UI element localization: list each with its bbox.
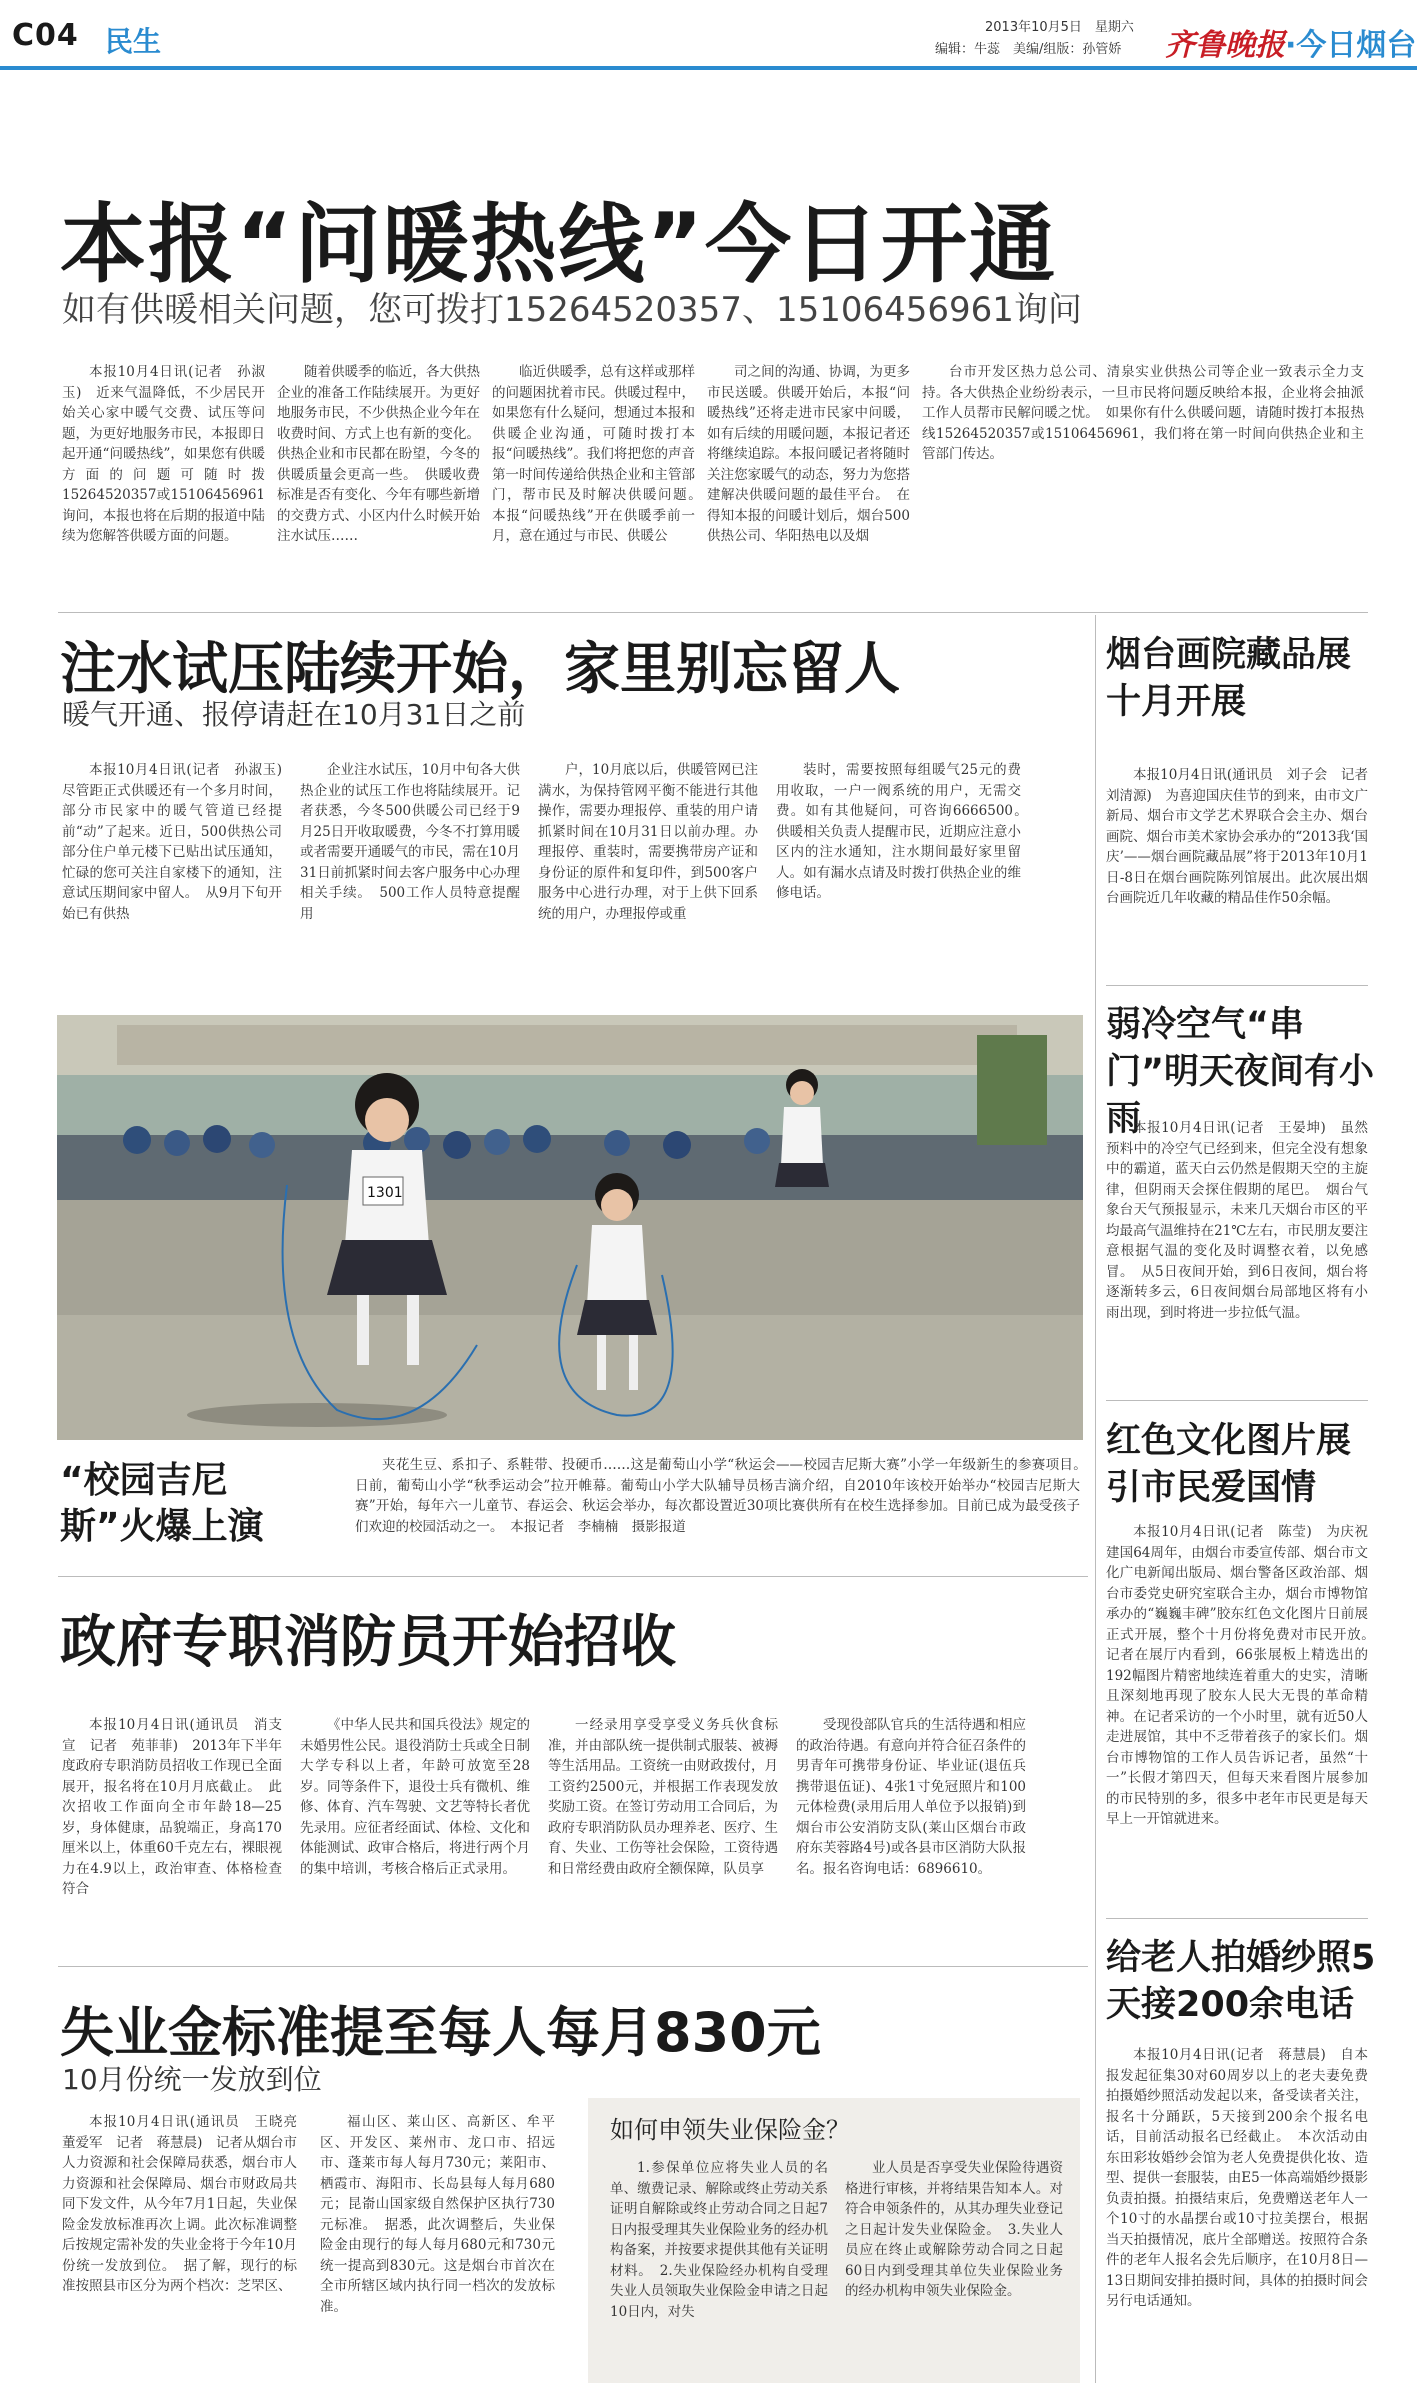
lead-column-4: 司之间的沟通、协调，为更多市民送暖。供暖开始后，本报“问暖热线”还将走进市民家中问暖，如有后续的用暖问题，本报记者还将继续追踪。本报问暖记者将随时关注您家暖气的动态，努力为您搭建解决供暖问题的最佳平台。 在得知本报的问暖计划后，烟台500供热公司、华阳热电以及烟 <box>707 364 910 544</box>
faq-box-column-2: 业人员是否享受失业保险待遇资格进行审核，并将结果告知本人。对符合申领条件的，从其办理失业登记之日起计发失业保险金。 3.失业人员应在终止或解除劳动合同之日起60日内到受理其单位失业保险业务的经办机构申领失业保险金。 <box>845 2160 1063 2299</box>
section-name: 民生 <box>105 25 162 58</box>
page-number: C04 <box>12 18 79 53</box>
sidebar-story-1-title: 烟台画院藏品展十月开展 <box>1106 635 1352 722</box>
divider <box>58 1576 1088 1577</box>
article3-column-4: 受现役部队官兵的生活待遇和相应的政治待遇。有意向并符合征召条件的男青年可携带身份证、毕业证(退伍兵携带退伍证)、4张1寸免冠照片和100元体检费(录用后用人单位予以报销)到烟台市公安消防支队(莱山区烟台市政府东芙蓉路4号)或各县市区消防大队报名。报名咨询电话：6896610。 <box>796 1717 1026 1877</box>
lead-column-1: 本报10月4日讯(记者 孙淑玉) 近来气温降低，不少居民开始关心家中暖气交费、试压等问题，为更好地服务市民，本报即日起开通“问暖热线”，如果您有供暖方面的问题可随时拨15264520357或15106456961询问，本报也将在后期的报道中陆续为您解答供暖方面的问题。 <box>62 364 265 544</box>
article3-column-2: 《中华人民共和国兵役法》规定的未婚男性公民。退役消防士兵或全日制大学专科以上者，年龄可放宽至28岁。同等条件下，退役士兵有微机、维修、体育、汽车驾驶、文艺等特长者优先录用。应征者经面试、体检、文化和体能测试、政审合格后，将进行两个月的集中培训，考核合格后正式录用。 <box>300 1717 530 1877</box>
faq-box-column-1: 1.参保单位应将失业人员的名单、缴费记录、解除或终止劳动关系证明自解除或终止劳动合同之日起7日内报受理其失业保险业务的经办机构备案，并按要求提供其他有关证明材料。 2.失业保险经办机构自受理失业人员领取失业保险金申请之日起10日内，对失 <box>610 2160 828 2320</box>
sidebar-story-2-body: 本报10月4日讯(记者 王晏坤) 虽然预料中的冷空气已经到来，但完全没有想象中的霸道，蓝天白云仍然是假期天空的主旋律，但阴雨天会探住假期的尾巴。 烟台气象台天气预报显示，未来几天烟台市区的平均最高气温维持在21℃左右，市民朋友要注意根据气温的变化及时调整衣着，以免感冒。 从5日夜间开始，到6日夜间，烟台将逐渐转多云，6日夜间烟台局部地区将有小雨出现，到时将进一步拉低气温。 <box>1106 1120 1368 1321</box>
photo-caption-title: “校园吉尼斯”火爆上演 <box>60 1460 264 1547</box>
photo-illustration <box>57 1015 1083 1440</box>
header-divider <box>0 66 1417 70</box>
lead-column-5: 台市开发区热力总公司、清泉实业供热公司等企业一致表示全力支持。各大供热企业纷纷表示，一旦市民将问题反映给本报，企业将会抽派工作人员帮市民解问暖之忧。 如果你有什么供暖问题，请随时拨打本报热线15264520357或15106456961，我们将在第一时间向供热企业和主管部门传达。 <box>922 364 1364 462</box>
masthead-brand <box>1165 20 1416 64</box>
lead-headline: 本报“问暖热线”今日开通 <box>60 195 1058 295</box>
lead-column-2: 随着供暖季的临近，各大供热企业的准备工作陆续展开。为更好地服务市民，不少供热企业今年在收费时间、方式上也有新的变化。供热企业和市民都在盼望，今冬的供暖质量会更高一些。 供暖收费标准是否有变化、今年有哪些新增的交费方式、小区内什么时候开始注水试压…… <box>277 364 480 544</box>
divider <box>1106 985 1368 986</box>
article3-headline: 政府专职消防员开始招收 <box>60 1610 676 1675</box>
divider <box>1106 1400 1368 1401</box>
article4-headline: 失业金标准提至每人每月830元 <box>60 2001 821 2064</box>
sidebar-story-1-body: 本报10月4日讯(通讯员 刘子会 记者 刘清源) 为喜迎国庆佳节的到来，由市文广新局、烟台市文学艺术界联合会主办、烟台画院、烟台市美术家协会承办的“2013我‘国庆’——烟台画院藏品展”将于2013年10月1日-8日在烟台画院陈列馆展出。此次展出烟台画院近几年收藏的精品佳作50余幅。 <box>1106 767 1382 906</box>
photo-caption: 夹花生豆、系扣子、系鞋带、投硬币……这是葡萄山小学“秋运会——校园吉尼斯大赛”小学一年级新生的参赛项目。 日前，葡萄山小学“秋季运动会”拉开帷幕。葡萄山小学大队辅导员杨吉滴介绍，自2010年该校开始举办“校园吉尼斯大赛”开始，每年六一儿童节、春运会、秋运会举办，每次都设置近30项比赛供所有在校生选择参加。目前已成为最受孩子们欢迎的校园活动之一。 本报记者 李楠楠 摄影报道 <box>355 1457 1094 1535</box>
article4-column-2: 福山区、莱山区、高新区、牟平区、开发区、莱州市、龙口市、招远市、蓬莱市每人每月730元；莱阳市、栖霞市、海阳市、长岛县每人每月680元；昆嵛山国家级自然保护区执行730元标准。 据悉，此次调整后，失业保险金由现行的每人每月680元和730元统一提高到830元。这是烟台市首次在全市所辖区域内执行同一档次的发放标准。 <box>320 2114 555 2315</box>
article2-column-1: 本报10月4日讯(记者 孙淑玉) 尽管距正式供暖还有一个多月时间，部分市民家中的暖气管道已经提前“动”了起来。近日，500供热公司部分住户单元楼下已贴出试压通知，忙碌的您可关注自家楼下的通知，注意试压期间家中留人。 从9月下旬开始已有供热 <box>62 762 296 922</box>
sidebar-story-2-title: 弱冷空气“串门”明天夜间有小雨 <box>1106 1005 1375 1139</box>
sidebar-divider <box>1095 615 1096 2383</box>
article2-column-4: 装时，需要按照每组暖气25元的费用收取，一户一阀系统的用户，无需交费。如有其他疑问，可咨询6666500。 供暖相关负责人提醒市民，近期应注意小区内的注水通知，注水期间最好家里留人。如有漏水点请及时拨打供热企业的维修电话。 <box>776 762 1035 901</box>
date-line: 2013年10月5日 星期六 <box>985 20 1134 35</box>
faq-box-title: 如何申领失业保险金？ <box>610 2116 850 2144</box>
article2-headline: 注水试压陆续开始，家里别忘留人 <box>60 637 900 702</box>
brand-name: 齐鲁晚报 <box>1165 28 1285 63</box>
article3-column-1: 本报10月4日讯(通讯员 消支宣 记者 苑菲菲) 2013年下半年度政府专职消防员招收工作现已全面展开，报名将在10月月底截止。 此次招收工作面向全市年龄18—25岁，身体健康，品貌端正，身高170厘米以上，体重60千克左右，裸眼视力在4.9以上，政治审查、体格检查符合 <box>62 1717 282 1897</box>
divider <box>58 612 1368 613</box>
article2-column-2: 企业注水试压，10月中旬各大供热企业的试压工作也将陆续展开。记者获悉，今冬500供暖公司已经于9月25日开收取暖费，今冬不打算用暖或者需要开通暖气的市民，需在10月31日前抓紧时间去客户服务中心办理相关手续。 500工作人员特意提醒用 <box>300 762 520 922</box>
article4-subheadline: 10月份统一发放到位 <box>62 2063 322 2096</box>
lead-column-3: 临近供暖季，总有这样或那样的问题困扰着市民。供暖过程中，如果您有什么疑问，想通过本报和供暖企业沟通，可随时拨打本报“问暖热线”。我们将把您的声音第一时间传递给供热企业和主管部门，帮市民及时解决供暖问题。 本报“问暖热线”开在供暖季前一月，意在通过与市民、供暖公 <box>492 364 709 544</box>
news-photo-jump-rope <box>57 1015 1083 1440</box>
sidebar-story-4-body: 本报10月4日讯(记者 蒋慧晨) 自本报发起征集30对60周岁以上的老夫妻免费拍摄婚纱照活动发起以来，备受读者关注，报名十分踊跃，5天接到200余个报名电话，目前活动报名已经截止。 本次活动由东田彩妆婚纱会馆为老人免费提供化妆、造型、提供一套服装，由E5一体高端婚纱摄影负责拍摄。拍摄结束后，免费赠送老年人一个10寸的水晶摆台或10寸拉美摆台，根据当天拍摄情况，底片全部赠送。按照符合条件的老年人报名会先后顺序，在10月8日—13日期间安排拍摄时间，具体的拍摄时间会另行电话通知。 <box>1106 2047 1368 2309</box>
editors-line: 编辑：牛蕊 美编/组版：孙管娇 <box>935 42 1122 57</box>
lead-subheadline: 如有供暖相关问题，您可拨打15264520357、15106456961询问 <box>62 290 1082 330</box>
divider <box>58 1966 1088 1967</box>
divider <box>1106 1918 1368 1919</box>
article3-column-3: 一经录用享受享受义务兵伙食标准，并由部队统一提供制式服装、被褥等生活用品。工资统一由财政拨付，月工资约2500元，并根据工作表现发放奖励工资。在签订劳动用工合同后，为政府专职消防队员办理养老、医疗、生育、失业、工伤等社会保险，工资待遇和日常经费由政府全额保障，队员享 <box>548 1717 778 1877</box>
article2-subheadline: 暖气开通、报停请赶在10月31日之前 <box>62 698 526 731</box>
sidebar-story-4-title: 给老人拍婚纱照5天接200余电话 <box>1106 1938 1376 2025</box>
sidebar-story-3-title: 红色文化图片展引市民爱国情 <box>1106 1421 1352 1508</box>
brand-suffix: ·今日烟台 <box>1285 28 1417 63</box>
bib-number: 1301 <box>367 1185 403 1201</box>
article2-column-3: 户，10月底以后，供暖管网已注满水，为保持管网平衡不能进行其他操作，需要办理报停、重装的用户请抓紧时间在10月31日以前办理。办理报停、重装时，需要携带房产证和身份证的原件和复印件，到500客户服务中心进行办理，对于上供下回系统的用户，办理报停或重 <box>538 762 758 922</box>
sidebar-story-3-body: 本报10月4日讯(记者 陈莹) 为庆祝建国64周年，由烟台市委宣传部、烟台市文化广电新闻出版局、烟台警备区政治部、烟台市委党史研究室联合主办，烟台市博物馆承办的“巍巍丰碑”胶东红色文化图片日前展正式开展，整个十月份将免费对市民开放。 记者在展厅内看到，66张展板上精选出的192幅图片精密地续连着重大的史实，清晰且深刻地再现了胶东人民大无畏的革命精神。在记者采访的一个小时里，就有近50人走进展馆，其中不乏带着孩子的家长们。烟台市博物馆的工作人员告诉记者，虽然“十一”长假才第四天，但每天来看图片展参加的市民特别的多，很多中老年市民更是每天早上一开馆就进来。 <box>1106 1524 1382 1827</box>
article4-column-1: 本报10月4日讯(通讯员 王晓亮 董爱军 记者 蒋慧晨) 记者从烟台市人力资源和社会保障局获悉，烟台市人力资源和社会保障局、烟台市财政局共同下发文件，从今年7月1日起，失业保险金发放标准再次上调。此次标准调整后按规定需补发的失业金将于今年10月份统一发放到位。 据了解，现行的标准按照县市区分为两个档次：芝罘区、 <box>62 2114 311 2294</box>
